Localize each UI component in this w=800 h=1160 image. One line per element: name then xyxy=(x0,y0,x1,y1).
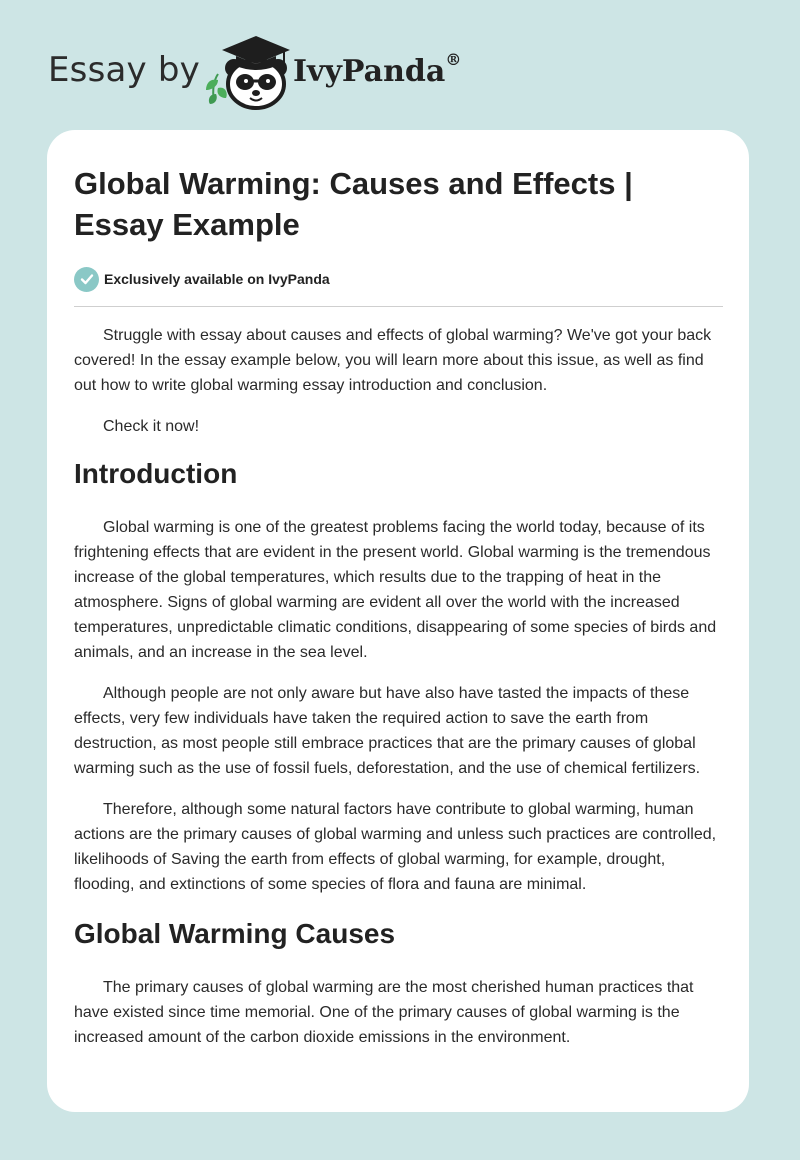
body-paragraph: Although people are not only aware but have also have tasted the impacts of these effects, very few individuals have taken the required action to save the earth from destruction, as most people still embrace practices that are the primary causes of global warming such as the use of fossil fuels, deforestation, and the use of chemical fertilizers. xyxy=(74,685,701,777)
page-title: Global Warming: Causes and Effects | Essay Example xyxy=(74,166,633,242)
check-icon xyxy=(74,267,99,292)
leaf-icon xyxy=(206,74,227,104)
ivypanda-logo[interactable] xyxy=(200,30,296,110)
body-paragraph: Global warming is one of the greatest problems facing the world today, because of its frightening effects that are evident in the present world. Global warming is the tremendous increase of the global temperatures, which results due to the trapping of heat in the atmosphere. Signs of global warming are evident all over the world with the increased temperatures, unpredictable climatic conditions, disappearing of some species of birds and animals, and an increase in the sea level. xyxy=(74,519,717,661)
essay-by-label: Essay by xyxy=(48,50,200,90)
section-heading-global-warming-causes: Global Warming Causes xyxy=(74,918,396,949)
body-paragraph: The primary causes of global warming are the most cherished human practices that have existed since time memorial. One of the primary causes of global warming is the increased amount of the carbon dioxide emissions in the environment. xyxy=(74,979,694,1046)
body-paragraph: Therefore, although some natural factors have contribute to global warming, human actions are the primary causes of global warming and unless such practices are controlled, likelihoods of Saving the earth from effects of global warming, for example, drought, flooding, and extinctions of some species of flora and fauna are minimal. xyxy=(74,801,717,893)
panda-graduation-cap-icon xyxy=(200,30,296,110)
brand-name-text: IvyPanda xyxy=(293,54,446,89)
intro-paragraph: Struggle with essay about causes and effects of global warming? We've got your back covered! In the essay example below, you will learn more about this issue, as well as find out how to write global warming essay introduction and conclusion. xyxy=(74,327,712,394)
exclusive-label: Exclusively available on IvyPanda xyxy=(104,271,330,287)
essay-content xyxy=(74,163,724,1050)
brand-name[interactable] xyxy=(293,50,462,89)
divider xyxy=(74,306,723,307)
check-it-now-text: Check it now! xyxy=(103,418,200,435)
site-header xyxy=(48,30,508,110)
essay-card xyxy=(47,130,749,1112)
registered-mark: ® xyxy=(445,50,462,69)
exclusive-badge xyxy=(74,265,724,293)
section-heading-introduction: Introduction xyxy=(74,458,238,489)
